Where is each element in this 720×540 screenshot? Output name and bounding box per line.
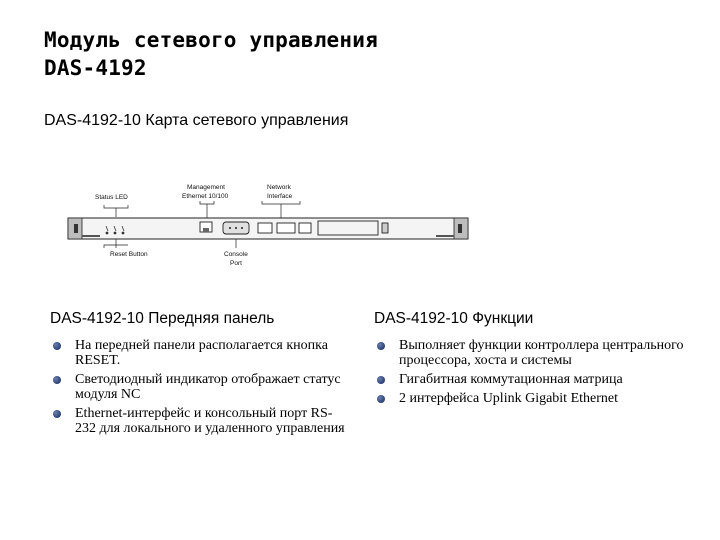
label-status-led: Status LED [95,194,128,201]
functions-list [374,338,694,406]
label-management-line2: Ethernet 10/100 [182,193,229,200]
bullet-icon [377,395,385,403]
label-network-line1: Network [267,184,291,191]
list-item [50,338,350,368]
slide-title-line2: DAS-4192 [44,56,147,80]
label-reset-button: Reset Button [110,251,148,258]
module-front-panel-diagram [60,176,480,276]
list-item [374,338,694,368]
bullet-icon [377,342,385,350]
list-item [374,372,694,387]
slide-subtitle: DAS-4192-10 Карта сетевого управления [44,112,349,129]
console-port-icon [223,222,249,234]
bullet-icon [53,376,61,384]
list-item-text: Ethernet-интерфейс и консольный порт RS-232 для локального и удаленного управления [75,406,345,436]
label-console-line1: Console [224,251,248,258]
front-panel-list [50,338,350,436]
management-ethernet-port-icon [200,222,212,232]
list-item-text: На передней панели располагается кнопка RESET. [75,338,328,368]
slide-title-line1: Модуль сетевого управления [44,28,378,52]
bullet-icon [53,342,61,350]
slide-title [44,26,378,82]
label-management-line1: Management [187,184,225,191]
front-panel-section [50,310,350,440]
label-console-line2: Port [230,260,242,267]
front-panel-heading: DAS-4192-10 Передняя панель [50,310,275,327]
list-item [50,372,350,402]
functions-heading: DAS-4192-10 Функции [374,310,534,327]
list-item-text: 2 интерфейса Uplink Gigabit Ethernet [399,391,618,406]
list-item-text: Выполняет функции контроллера центрального процессора, хоста и системы [399,338,684,368]
list-item [374,391,694,406]
list-item [50,406,350,436]
label-network-line2: Interface [267,193,293,200]
list-item-text: Гигабитная коммутационная матрица [399,372,623,387]
bullet-icon [53,410,61,418]
bullet-icon [377,376,385,384]
functions-section [374,310,694,410]
list-item-text: Светодиодный индикатор отображает статус модуля NC [75,372,341,402]
